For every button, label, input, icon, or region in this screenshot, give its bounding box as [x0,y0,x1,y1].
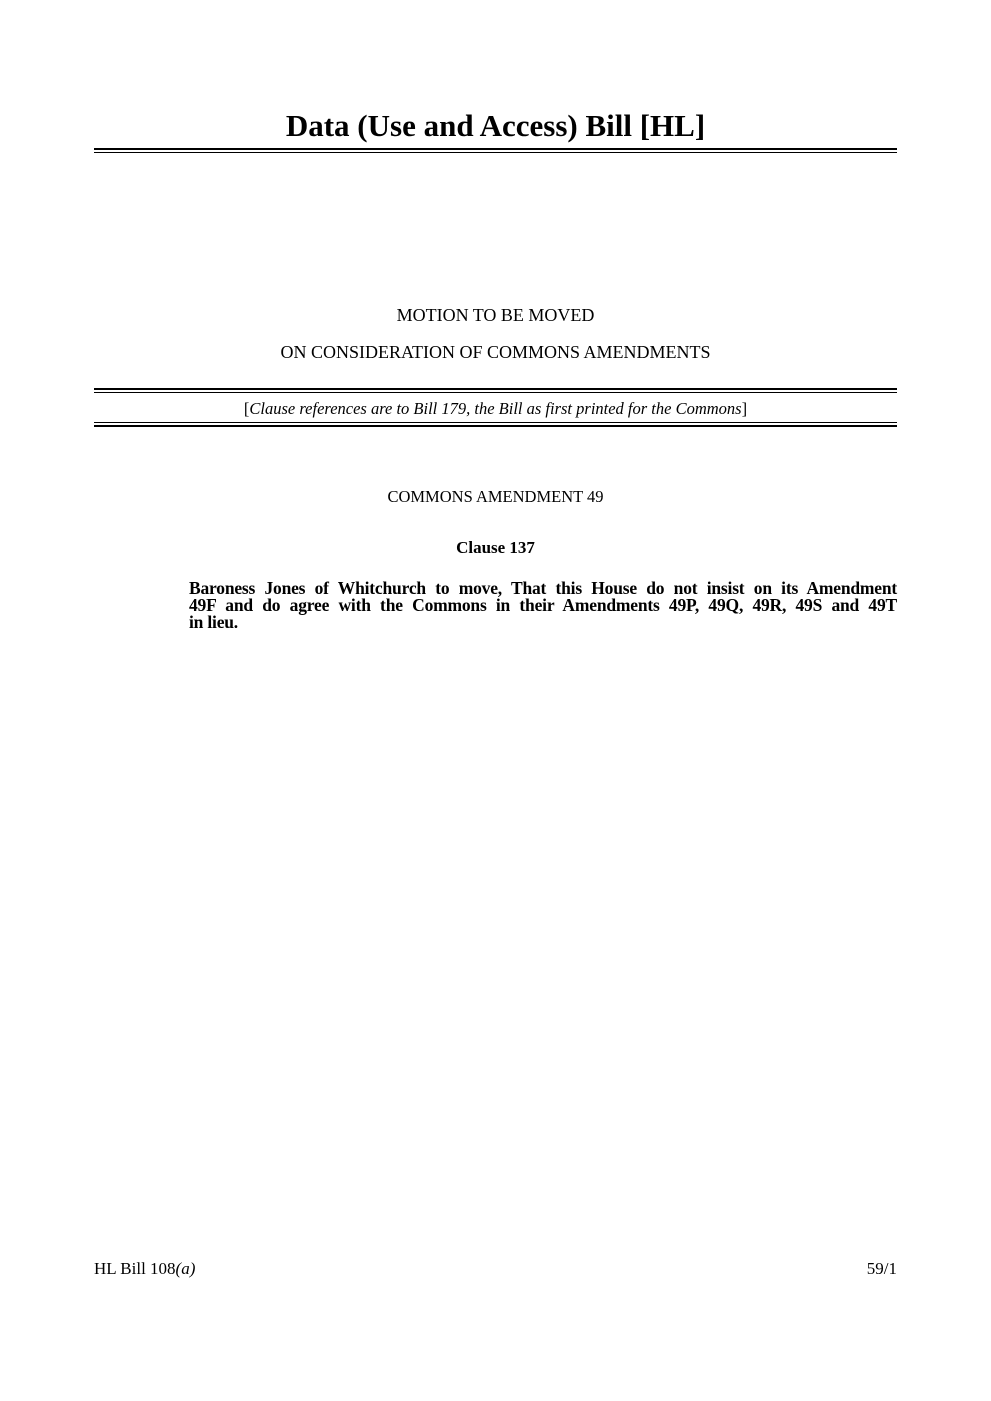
clause-references-note [94,399,897,419]
bill-number-prefix: HL Bill 108 [94,1259,176,1278]
motion-text [189,580,897,631]
motion-heading-line-2: ON CONSIDERATION OF COMMONS AMENDMENTS [280,342,711,362]
bracket-close: ] [741,399,748,418]
title-rule-bottom [94,152,897,153]
motion-line: Baroness Jones of Whitchurch to move, That this House do not insist on its Amendment [189,578,897,598]
motion-line: 49F and do agree with the Commons in their Amendments 49P, 49Q, 49R, 49S and 49T [189,595,897,615]
bill-number-suffix: (a) [175,1259,196,1278]
motion-line: in lieu. [189,612,238,632]
refs-rule-bottom-1 [94,422,897,423]
refs-rule-top-1 [94,388,897,390]
clause-references-text: Clause references are to Bill 179, the Bill as first printed for the Commons [249,399,742,418]
bracket-open: [ [243,399,250,418]
title-rule-top [94,148,897,150]
bill-number [94,1259,195,1279]
motion-heading-line-1: MOTION TO BE MOVED [396,305,595,325]
refs-rule-bottom-2 [94,425,897,427]
refs-rule-top-2 [94,392,897,393]
document-title: Data (Use and Access) Bill [HL] [285,108,706,143]
page-reference: 59/1 [866,1259,897,1278]
amendment-heading: COMMONS AMENDMENT 49 [387,487,604,506]
clause-heading: Clause 137 [456,538,535,557]
